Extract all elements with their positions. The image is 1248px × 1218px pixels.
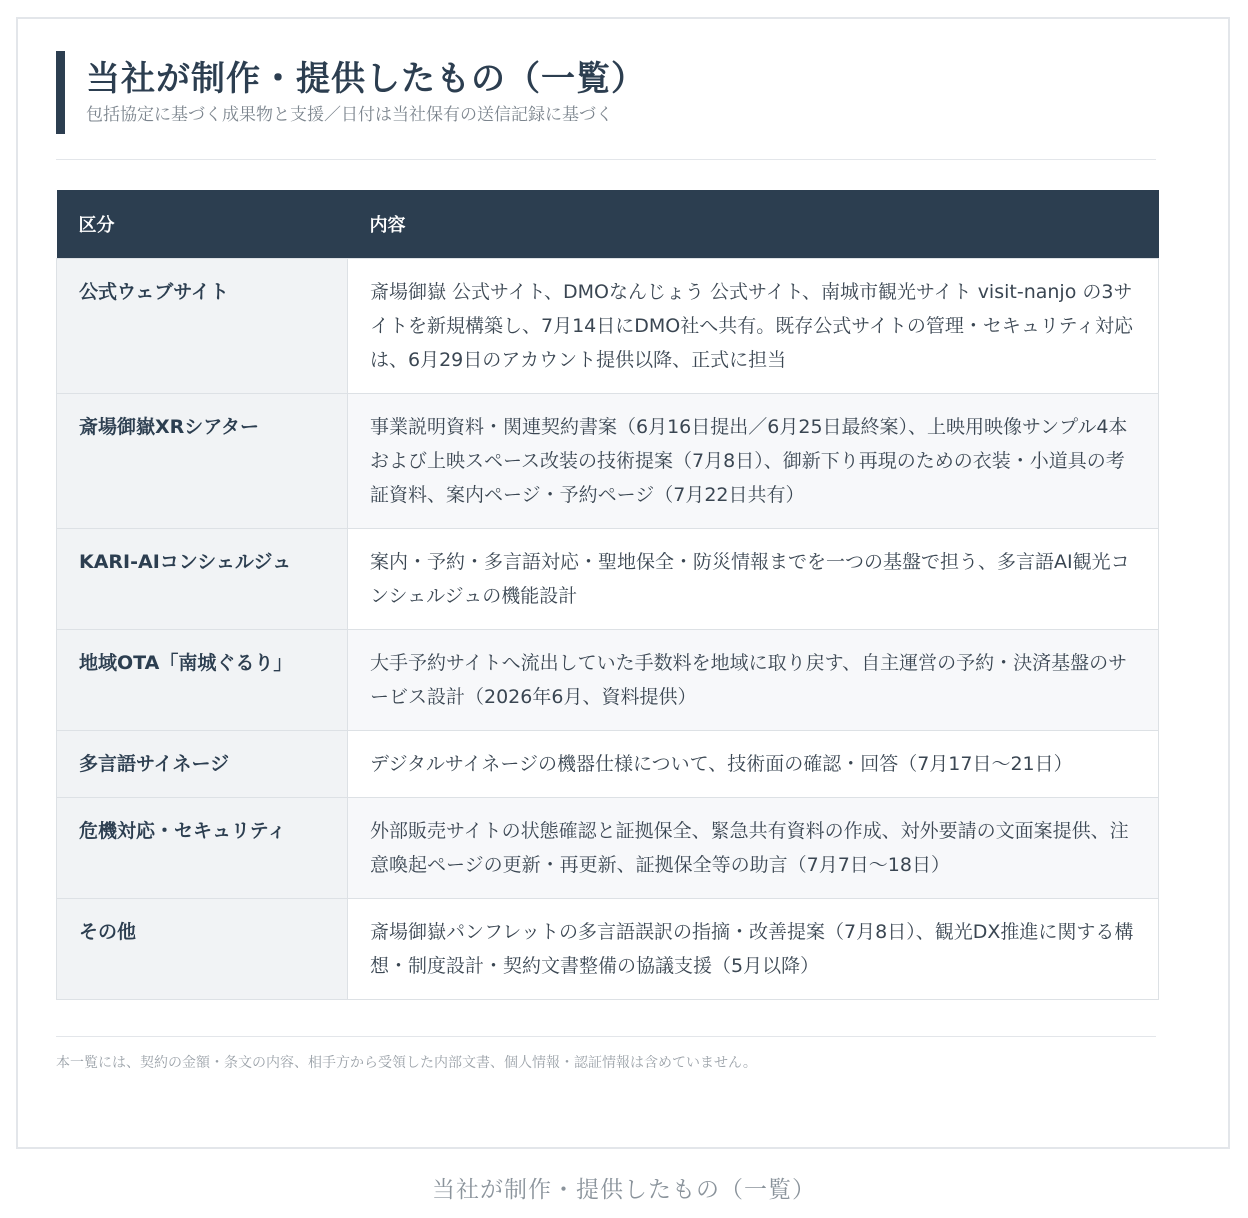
row-content: 斎場御嶽 公式サイト、DMOなんじょう 公式サイト、南城市観光サイト visit-nanjo の3サイトを新規構築し、7月14日にDMO社へ共有。既存公式サイトの管理・セキュリティ対応は、6月29日のアカウント提供以降、正式に担当 — [348, 258, 1159, 393]
row-category: その他 — [57, 898, 348, 999]
table-row — [57, 797, 1159, 898]
row-category: 斎場御嶽XRシアター — [57, 393, 348, 528]
table-row — [57, 730, 1159, 797]
deliverables-table — [56, 190, 1159, 1000]
row-category: 公式ウェブサイト — [57, 258, 348, 393]
table-row — [57, 629, 1159, 730]
row-content: 斎場御嶽パンフレットの多言語誤訳の指摘・改善提案（7月8日）、観光DX推進に関する構想・制度設計・契約文書整備の協議支援（5月以降） — [348, 898, 1159, 999]
table-row — [57, 528, 1159, 629]
row-content: デジタルサイネージの機器仕様について、技術面の確認・回答（7月17日〜21日） — [348, 730, 1159, 797]
footnote: 本一覧には、契約の金額・条文の内容、相手方から受領した内部文書、個人情報・認証情報は含めていません。 — [56, 1055, 757, 1071]
row-content: 案内・予約・多言語対応・聖地保全・防災情報までを一つの基盤で担う、多言語AI観光コンシェルジュの機能設計 — [348, 528, 1159, 629]
figure-caption: 当社が制作・提供したもの（一覧） — [432, 1177, 816, 1203]
divider — [56, 159, 1156, 160]
table-row — [57, 393, 1159, 528]
row-category: 危機対応・セキュリティ — [57, 797, 348, 898]
title-block — [56, 51, 1156, 134]
table-row — [57, 258, 1159, 393]
table-header-row — [57, 190, 1159, 258]
row-category: KARI-AIコンシェルジュ — [57, 528, 348, 629]
column-header-content: 内容 — [348, 190, 1159, 258]
row-content: 事業説明資料・関連契約書案（6月16日提出／6月25日最終案）、上映用映像サンプル4本および上映スペース改装の技術提案（7月8日）、御新下り再現のための衣装・小道具の考証資料、案内ページ・予約ページ（7月22日共有） — [348, 393, 1159, 528]
page-title: 当社が制作・提供したもの（一覧） — [86, 59, 646, 99]
row-category: 地域OTA「南城ぐるり」 — [57, 629, 348, 730]
row-content: 大手予約サイトへ流出していた手数料を地域に取り戻す、自主運営の予約・決済基盤のサービス設計（2026年6月、資料提供） — [348, 629, 1159, 730]
divider — [56, 1036, 1156, 1037]
page-subtitle: 包括協定に基づく成果物と支援／日付は当社保有の送信記録に基づく — [86, 105, 613, 125]
column-header-category: 区分 — [57, 190, 348, 258]
table-row — [57, 898, 1159, 999]
row-content: 外部販売サイトの状態確認と証拠保全、緊急共有資料の作成、対外要請の文面案提供、注意喚起ページの更新・再更新、証拠保全等の助言（7月7日〜18日） — [348, 797, 1159, 898]
row-category: 多言語サイネージ — [57, 730, 348, 797]
